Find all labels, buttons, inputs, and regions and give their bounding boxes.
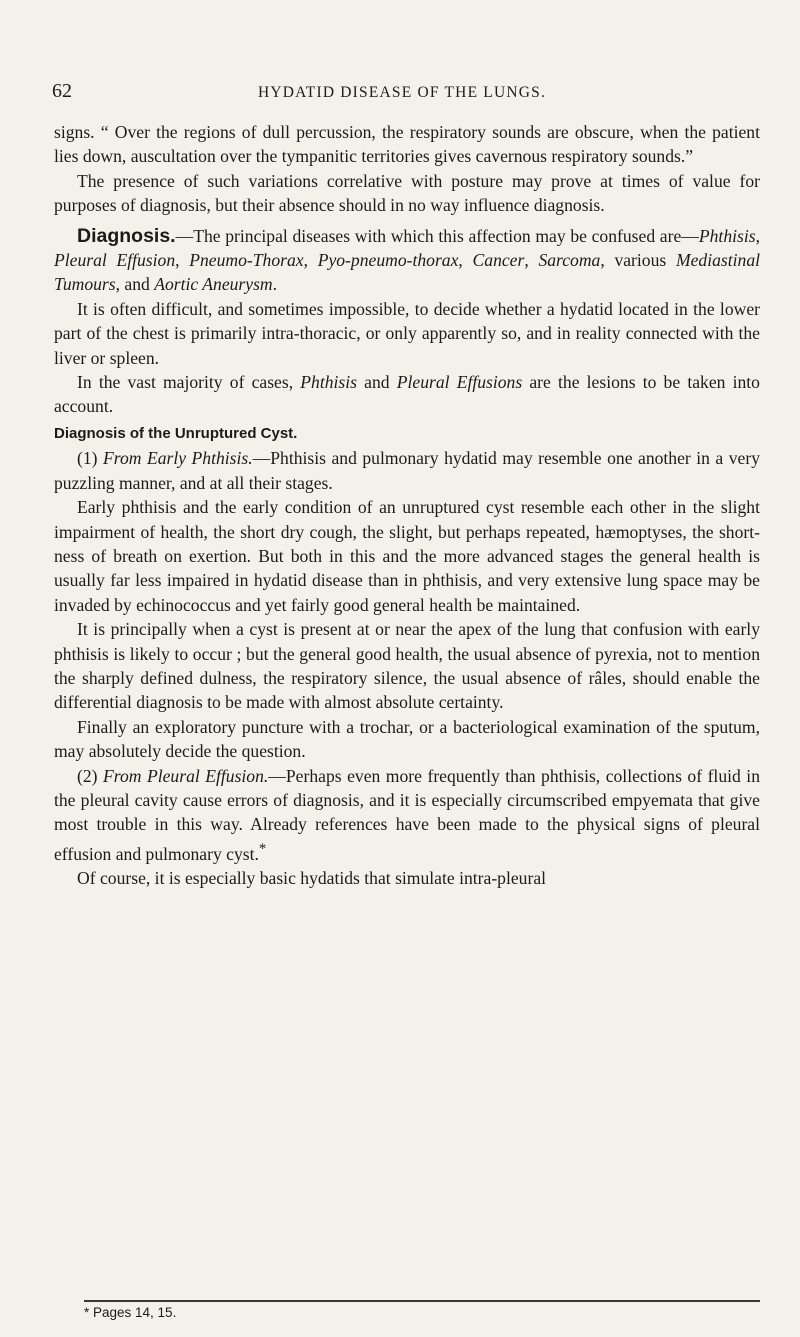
subheading: Diagnosis of the Unruptured Cyst.	[54, 424, 298, 442]
paragraph: signs. “ Over the regions of dull percussion, the respiratory sounds are obscure, when the patient lies down, auscultation over the tympanitic territories gives cavernous respiratory sounds.”	[54, 122, 760, 167]
paragraph: Finally an exploratory puncture with a trochar, or a bacteriological examination of the sputum, may absolutely decide the question.	[54, 716, 760, 762]
page-number: 62	[52, 80, 72, 102]
paragraph: The presence of such variations correlative with posture may prove at times of value for purposes of diagnosis, but their absence should in no way influence diagnosis.	[54, 170, 760, 216]
diagnosis-paragraph: Diagnosis.—The principal diseases with which this affection may be confused are—Phthisis, Pleural Effusion, Pneumo-Thorax, Pyo-pneumo-thorax, Cancer, Sarcoma, various Mediastinal Tumours, and Aortic Aneurysm.	[54, 224, 761, 295]
running-head: HYDATID DISEASE OF THE LUNGS.	[257, 84, 547, 101]
paragraph: It is often difficult, and sometimes impossible, to decide whether a hydatid located in the lower part of the chest is primarily intra-thoracic, or only apparently so, and in reality connected with the liver or spleen.	[54, 298, 760, 368]
footnote-rule	[84, 1300, 760, 1302]
paragraph: Of course, it is especially basic hydatids that simulate intra-pleural	[77, 868, 547, 889]
page-body	[54, 120, 760, 890]
paragraph: (2) From Pleural Effusion.—Perhaps even more frequently than phthisis, collections of fluid in the pleural cavity cause errors of diagnosis, and it is especially circumscribed empyemata that give most trouble in this way. Already references have been made to the physical signs of pleural effusion and pulmonary cyst.*	[54, 765, 760, 864]
page-header	[52, 80, 752, 106]
footnote-marker: *	[258, 840, 267, 857]
paragraph: (1) From Early Phthisis.—Phthisis and pulmonary hydatid may resemble one another in a very puzzling manner, and at all their stages.	[54, 448, 760, 493]
section-heading: Diagnosis.	[77, 224, 176, 247]
footnote: * Pages 14, 15.	[84, 1305, 177, 1320]
paragraph: It is principally when a cyst is present at or near the apex of the lung that confusion with early phthisis is likely to occur ; but the general good health, the usual absence of pyrexia, not to mention the sharply defined dulness, the respiratory silence, the usual absence of râles, should enable the differential diagnosis to be made with almost absolute certainty.	[54, 619, 760, 713]
paragraph: Early phthisis and the early condition of an unruptured cyst resemble each other in the slight impairment of health, the short dry cough, the slight, but perhaps repeated, hæmoptyses, the short-ness of breath on exertion. But both in this and the more advanced stages the general health is usually far less impaired in hydatid disease than in phthisis, and very extensive lung space may be invaded by echinococcus and yet fairly good general health be maintained.	[54, 497, 760, 615]
paragraph: In the vast majority of cases, Phthisis and Pleural Effusions are the lesions to be taken into account.	[54, 372, 760, 417]
